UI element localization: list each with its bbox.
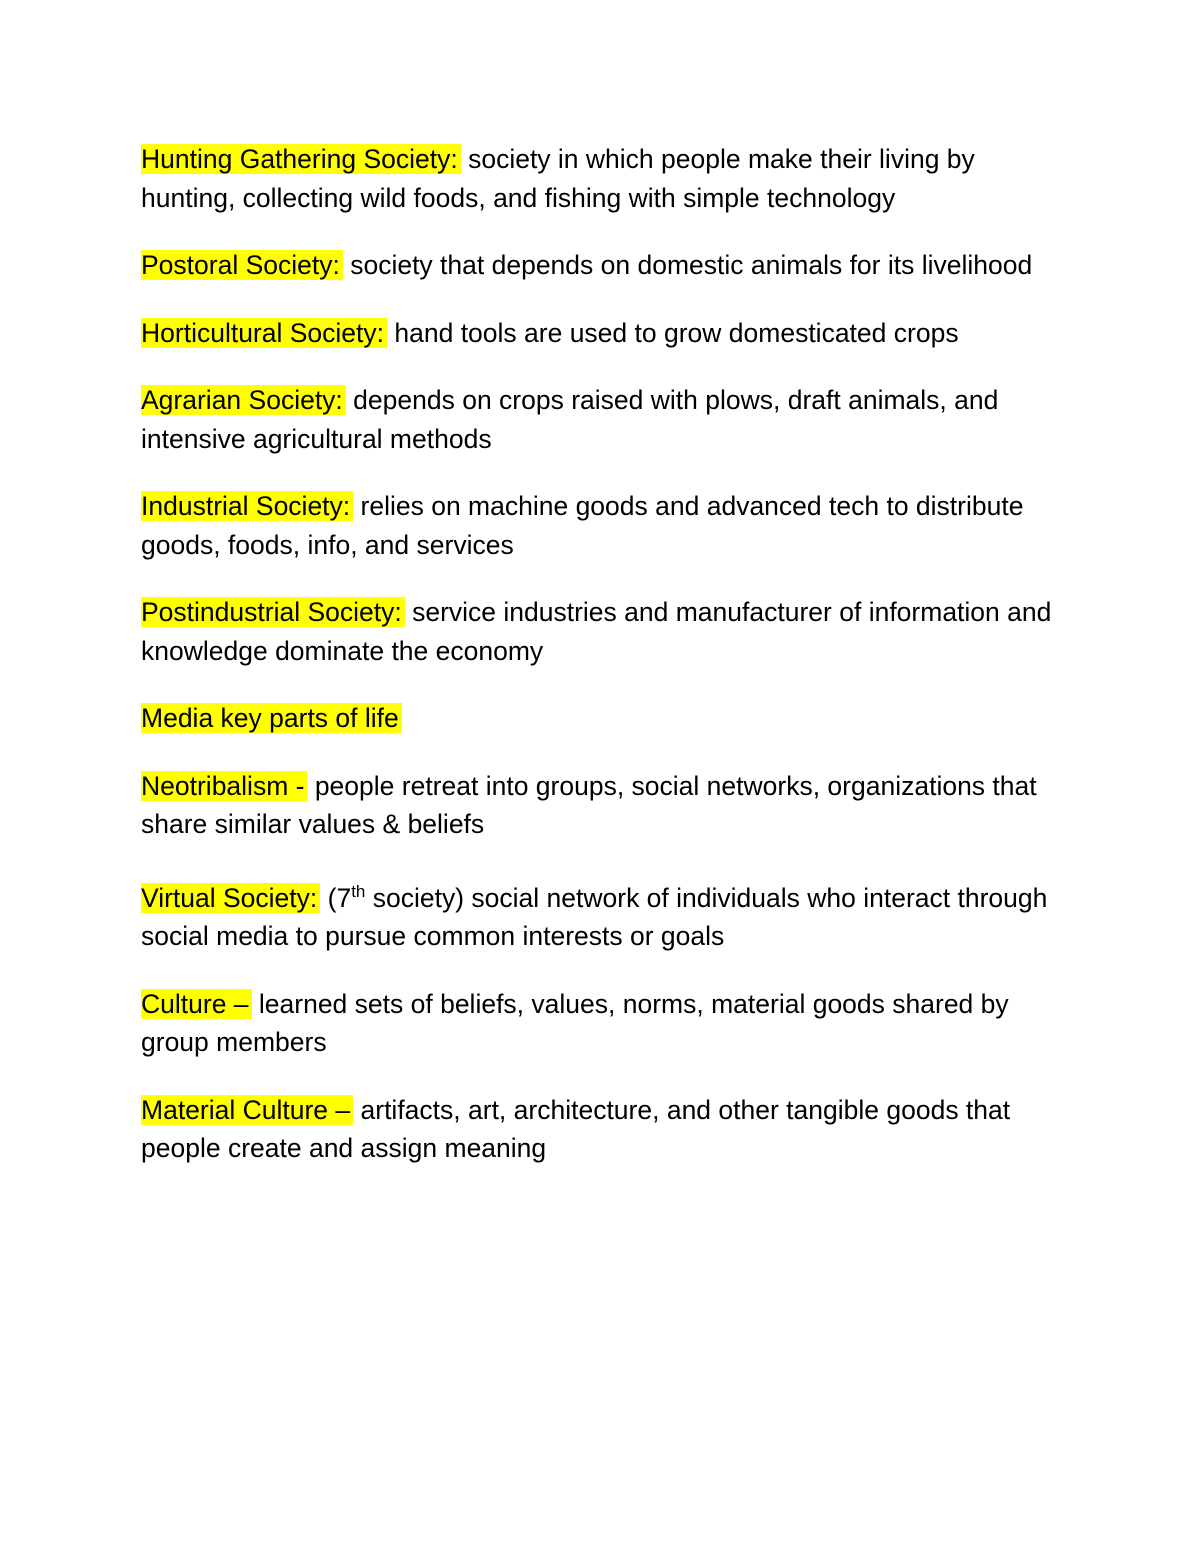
definition-pre: (7 <box>320 882 352 913</box>
definition: artifacts, art, architecture, and other tangible goods that people create and assign meaning <box>141 1094 1011 1163</box>
definition: learned sets of beliefs, values, norms, material goods shared by group members <box>141 988 1009 1057</box>
entry-culture <box>141 985 1061 1062</box>
definition-post: society) social network of individuals who interact through social media to pursue common interests or goals <box>141 882 1048 951</box>
term-highlight: Agrarian Society: <box>141 385 346 415</box>
definition: service industries and manufacturer of information and knowledge dominate the economy <box>141 597 1052 666</box>
term-highlight: Culture – <box>141 989 252 1019</box>
entry-hunting-gathering <box>141 140 1061 217</box>
term-highlight: Media key parts of life <box>141 703 402 733</box>
entry-industrial <box>141 487 1061 564</box>
entry-virtual-society <box>141 873 1061 956</box>
definition: depends on crops raised with plows, draft animals, and intensive agricultural methods <box>141 385 999 454</box>
term-highlight: Postindustrial Society: <box>141 597 405 627</box>
entry-postindustrial <box>141 593 1061 670</box>
document-body <box>141 140 1061 1197</box>
superscript-ordinal: th <box>351 881 366 901</box>
entry-material-culture <box>141 1091 1061 1168</box>
entry-neotribalism <box>141 767 1061 844</box>
term-highlight: Postoral Society: <box>141 250 343 280</box>
definition: people retreat into groups, social networks, organizations that share similar values & beliefs <box>141 770 1037 839</box>
entry-postoral <box>141 246 1061 285</box>
definition: society in which people make their living by hunting, collecting wild foods, and fishing with simple technology <box>141 144 975 213</box>
term-highlight: Neotribalism - <box>141 771 307 801</box>
definition: society that depends on domestic animals for its livelihood <box>342 250 1033 280</box>
entry-horticultural <box>141 314 1061 353</box>
entry-agrarian <box>141 381 1061 458</box>
term-highlight: Virtual Society: <box>141 883 320 913</box>
term-highlight: Hunting Gathering Society: <box>141 144 461 174</box>
definition: relies on machine goods and advanced tech to distribute goods, foods, info, and services <box>141 491 1024 560</box>
term-highlight: Material Culture – <box>141 1095 353 1125</box>
term-highlight: Horticultural Society: <box>141 318 387 348</box>
term-highlight: Industrial Society: <box>141 491 353 521</box>
entry-media <box>141 699 1061 738</box>
definition: hand tools are used to grow domesticated crops <box>387 317 959 348</box>
